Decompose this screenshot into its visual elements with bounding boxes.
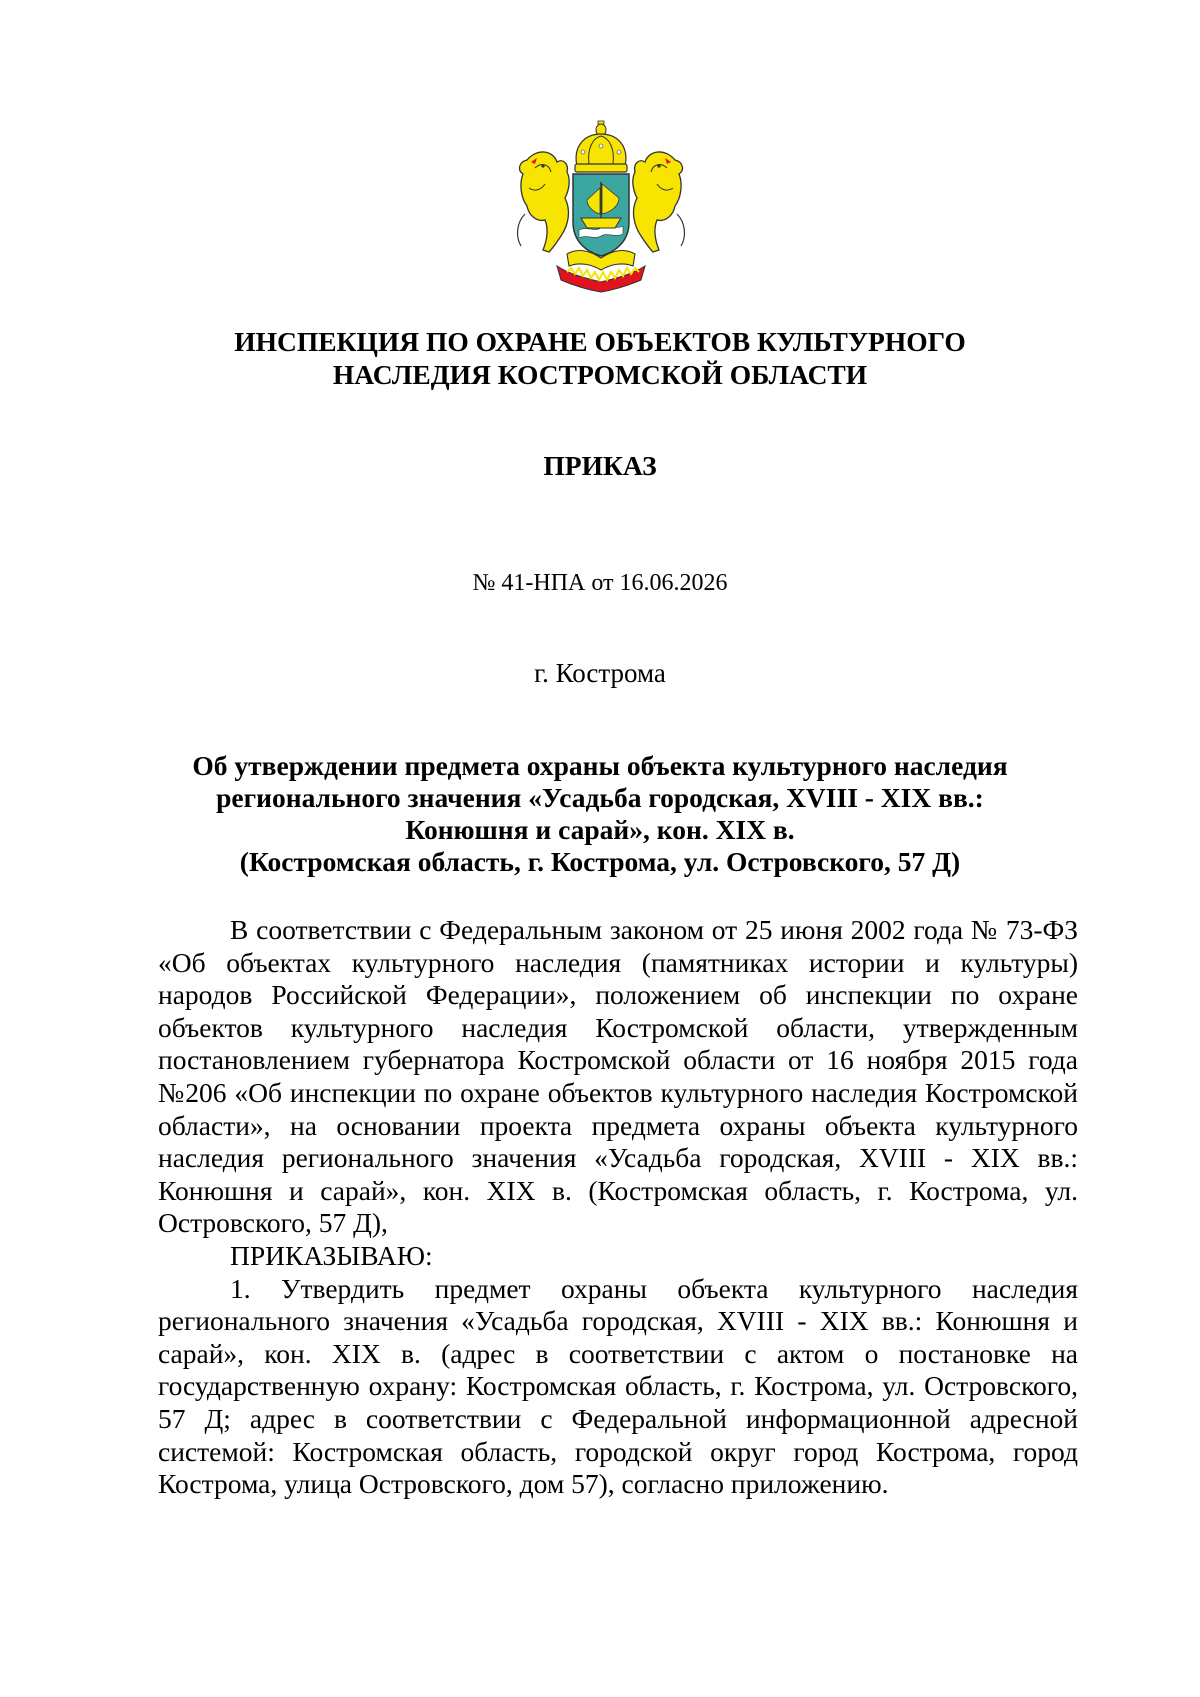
coat-of-arms-emblem xyxy=(507,118,695,296)
organization-name-line-2: НАСЛЕДИЯ КОСТРОМСКОЙ ОБЛАСТИ xyxy=(332,359,868,390)
right-lion-icon xyxy=(633,152,685,252)
preamble-paragraph: В соответствии с Федеральным законом от 25 июня 2002 года № 73-ФЗ «Об объектах культурного наследия (памятниках истории и культуры) народов Российской Федерации», положением об инспекции по охране объектов культурного наследия Костромской области, утвержденным постановлением губернатора Костромской области от 16 ноября 2015 года №206 «Об инспекции по охране объектов культурного наследия Костромской области», на основании проекта предмета охраны объекта культурного наследия регионального значения «Усадьба городская, XVIII - XIX вв.: Конюшня и сарай», кон. XIX в. (Костромская область, г. Кострома, ул. Островского, 57 Д), xyxy=(158,914,1078,1239)
order-number-date: № 41-НПА от 16.06.2026 xyxy=(472,570,728,596)
order-item-1: 1. Утвердить предмет охраны объекта культурного наследия регионального значения «Усадьба городская, XVIII - XIX вв.: Конюшня и сарай», кон. XIX в. (адрес в соответствии с актом о постановке на государственную охрану: Костромская область, г. Кострома, ул. Островского, 57 Д; адрес в соответствии с Федеральной информационной адресной системой: Костромская область, городской округ город Кострома, город Кострома, улица Островского, дом 57), согласно приложению. xyxy=(158,1272,1078,1500)
subject-line-2: регионального значения «Усадьба городская, XVIII - XIX вв.: xyxy=(216,782,984,813)
subject-line-1: Об утверждении предмета охраны объекта культурного наследия xyxy=(192,750,1008,781)
left-lion-icon xyxy=(518,152,570,252)
order-body xyxy=(158,914,1078,1501)
city-name: г. Кострома xyxy=(534,658,666,688)
order-subject xyxy=(160,750,1040,878)
organization-name-line-1: ИНСПЕКЦИЯ ПО ОХРАНЕ ОБЪЕКТОВ КУЛЬТУРНОГО xyxy=(234,326,966,357)
order-directive: ПРИКАЗЫВАЮ: xyxy=(230,1239,433,1271)
document-type: ПРИКАЗ xyxy=(543,450,657,481)
crown-icon xyxy=(575,121,627,172)
shield-icon xyxy=(573,174,629,256)
subject-line-3: Конюшня и сарай», кон. XIX в. xyxy=(405,814,795,845)
organization-name xyxy=(150,325,1050,391)
subject-line-4: (Костромская область, г. Кострома, ул. Островского, 57 Д) xyxy=(239,846,961,877)
